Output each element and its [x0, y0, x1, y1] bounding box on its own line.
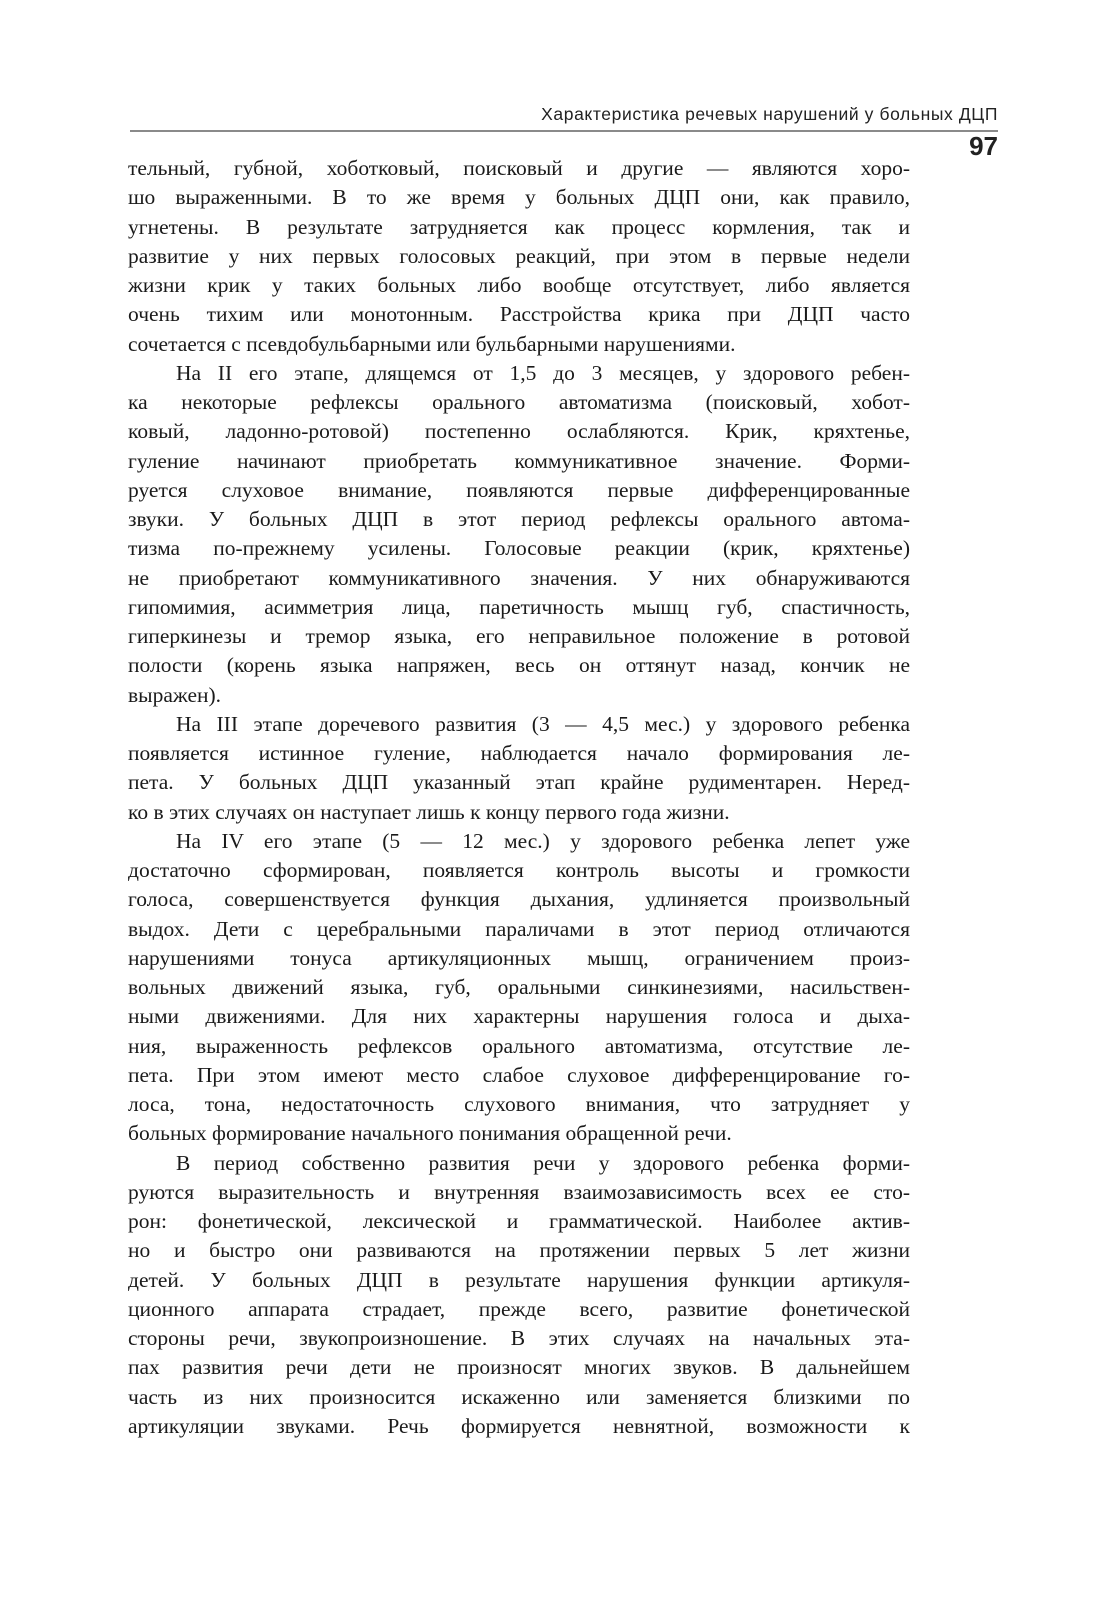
text-line: руется слуховое внимание, появляются первые дифференцированные: [128, 477, 910, 502]
text-line: На IV его этапе (5 — 12 мес.) у здорового ребенка лепет уже: [176, 828, 910, 853]
text-line: ка некоторые рефлексы орального автоматизма (поисковый, хобот-: [128, 390, 910, 414]
running-header: [130, 100, 998, 132]
text-line: достаточно сформирован, появляется контроль высоты и громкости: [128, 858, 910, 882]
text-line: тизма по-прежнему усилены. Голосовые реакции (крик, кряхтенье): [128, 536, 910, 561]
text-line: гипомимия, асимметрия лица, паретичность мышц губ, спастичность,: [128, 594, 910, 619]
text-line: ными движениями. Для них характерны нарушения голоса и дыха-: [128, 1004, 910, 1029]
text-line: полости (корень языка напряжен, весь он оттянут назад, кончик не: [128, 653, 910, 678]
text-line: артикуляции звуками. Речь формируется невнятной, возможности к: [128, 1413, 910, 1438]
text-line: гиперкинезы и тремор языка, его неправильное положение в ротовой: [128, 624, 910, 648]
text-line: нарушениями тонуса артикуляционных мышц, ограничением произ-: [128, 945, 910, 970]
text-line: пах развития речи дети не произносят многих звуков. В дальнейшем: [128, 1355, 910, 1380]
text-line: пета. У больных ДЦП указанный этап крайне рудиментарен. Неред-: [128, 770, 910, 795]
text-line: В период собственно развития речи у здорового ребенка форми-: [176, 1150, 910, 1175]
text-line: тельный, губной, хоботковый, поисковый и другие — являются хоро-: [128, 156, 910, 180]
text-line: детей. У больных ДЦП в результате нарушения функции артикуля-: [128, 1267, 910, 1292]
text-line: руются выразительность и внутренняя взаимозависимость всех ее сто-: [128, 1179, 910, 1204]
body-text: [128, 154, 910, 1441]
text-line: лоса, тона, недостаточность слухового внимания, что затрудняет у: [128, 1092, 910, 1116]
text-line: очень тихим или монотонным. Расстройства крика при ДЦП часто: [128, 302, 910, 327]
text-line: шо выраженными. В то же время у больных ДЦП они, как правило,: [128, 185, 910, 210]
text-line: гуление начинают приобретать коммуникативное значение. Форми-: [128, 448, 910, 473]
text-line: сочетается с псевдобульбарными или бульбарными нарушениями.: [128, 331, 736, 356]
text-line: не приобретают коммуникативного значения. У них обнаруживаются: [128, 565, 910, 590]
text-line: выражен).: [128, 682, 222, 707]
text-line: рон: фонетической, лексической и грамматической. Наиболее актив-: [128, 1209, 910, 1233]
text-line: ния, выраженность рефлексов орального автоматизма, отсутствие ле-: [128, 1033, 910, 1058]
text-line: ционного аппарата страдает, прежде всего, развитие фонетической: [128, 1296, 910, 1321]
text-line: ковый, ладонно-ротовой) постепенно ослабляются. Крик, кряхтенье,: [128, 419, 910, 444]
text-line: но и быстро они развиваются на протяжении первых 5 лет жизни: [128, 1238, 910, 1263]
text-line: голоса, совершенствуется функция дыхания, удлиняется произвольный: [128, 887, 910, 912]
text-line: часть из них произносится искаженно или заменяется близкими по: [128, 1384, 910, 1409]
text-line: выдох. Дети с церебральными параличами в этот период отличаются: [128, 916, 910, 941]
running-header-title: Характеристика речевых нарушений у больных ДЦП: [541, 104, 998, 124]
text-line: На III этапе доречевого развития (3 — 4,5 мес.) у здорового ребенка: [176, 711, 910, 736]
text-line: ко в этих случаях он наступает лишь к концу первого года жизни.: [128, 799, 730, 824]
text-line: вольных движений языка, губ, оральными синкинезиями, насильствен-: [128, 975, 910, 999]
text-line: угнетены. В результате затрудняется как процесс кормления, так и: [128, 214, 910, 239]
text-line: развитие у них первых голосовых реакций, при этом в первые недели: [128, 243, 910, 268]
text-line: жизни крик у таких больных либо вообще отсутствует, либо является: [128, 273, 910, 297]
page-number: 97: [969, 131, 998, 161]
text-line: пета. При этом имеют место слабое слуховое дифференцирование го-: [128, 1062, 910, 1087]
text-line: звуки. У больных ДЦП в этот период рефлексы орального автома-: [128, 507, 910, 531]
text-line: На II его этапе, длящемся от 1,5 до 3 месяцев, у здорового ребен-: [176, 360, 910, 385]
text-line: больных формирование начального понимания обращенной речи.: [128, 1121, 732, 1146]
text-line: стороны речи, звукопроизношение. В этих случаях на начальных эта-: [128, 1326, 910, 1350]
text-line: появляется истинное гуление, наблюдается начало формирования ле-: [128, 741, 910, 765]
